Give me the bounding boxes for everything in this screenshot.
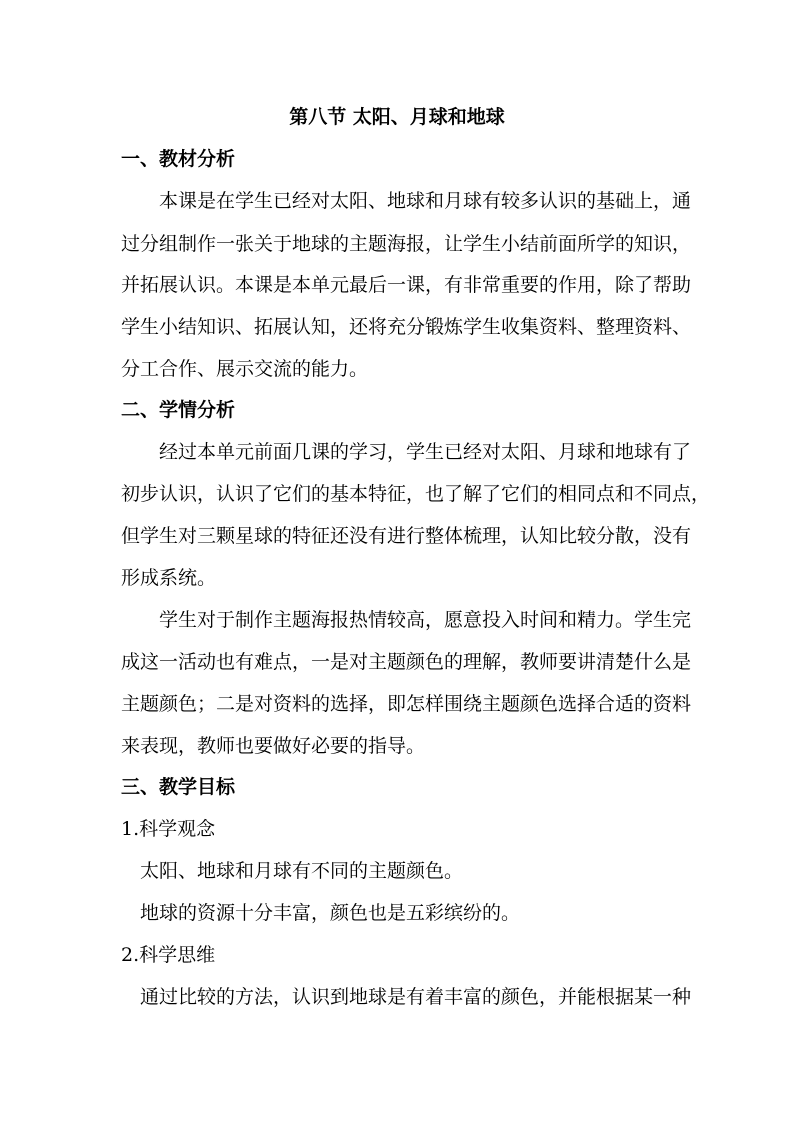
subsection-label-scientific-concepts: 1.科学观念 [121, 818, 216, 840]
paragraph-line: 学生小结知识、拓展认知，还将充分锻炼学生收集资料、整理资料、 [121, 316, 692, 338]
paragraph-line: 经过本单元前面几课的学习，学生已经对太阳、月球和地球有了 [159, 441, 692, 463]
paragraph-line: 过分组制作一张关于地球的主题海报，让学生小结前面所学的知识， [121, 233, 692, 255]
paragraph-line: 初步认识，认识了它们的基本特征，也了解了它们的相同点和不同点， [121, 483, 711, 505]
paragraph-line: 来表现，教师也要做好必要的指导。 [121, 735, 426, 757]
paragraph-line: 分工合作、展示交流的能力。 [121, 358, 369, 380]
paragraph-line: 通过比较的方法，认识到地球是有着丰富的颜色，并能根据某一种 [140, 986, 692, 1008]
paragraph-line: 地球的资源十分丰富，颜色也是五彩缤纷的。 [140, 902, 521, 924]
document-title: 第八节 太阳、月球和地球 [289, 106, 505, 128]
paragraph-line: 学生对于制作主题海报热情较高，愿意投入时间和精力。学生完 [159, 609, 692, 631]
paragraph-line: 主题颜色；二是对资料的选择，即怎样围绕主题颜色选择合适的资料 [121, 693, 692, 715]
paragraph-line: 本课是在学生已经对太阳、地球和月球有较多认识的基础上，通 [159, 190, 692, 212]
subsection-label-scientific-thinking: 2.科学思维 [121, 944, 216, 966]
paragraph-line: 太阳、地球和月球有不同的主题颜色。 [140, 860, 464, 882]
paragraph-line: 成这一活动也有难点，一是对主题颜色的理解，教师要讲清楚什么是 [121, 651, 692, 673]
section-heading-learner-analysis: 二、学情分析 [121, 399, 236, 421]
paragraph-line: 形成系统。 [121, 567, 217, 589]
section-heading-teaching-objectives: 三、教学目标 [121, 776, 236, 798]
paragraph-line: 但学生对三颗星球的特征还没有进行整体梳理，认知比较分散，没有 [121, 525, 692, 547]
section-heading-textbook-analysis: 一、教材分析 [121, 148, 236, 170]
paragraph-line: 并拓展认识。本课是本单元最后一课，有非常重要的作用，除了帮助 [121, 274, 692, 296]
